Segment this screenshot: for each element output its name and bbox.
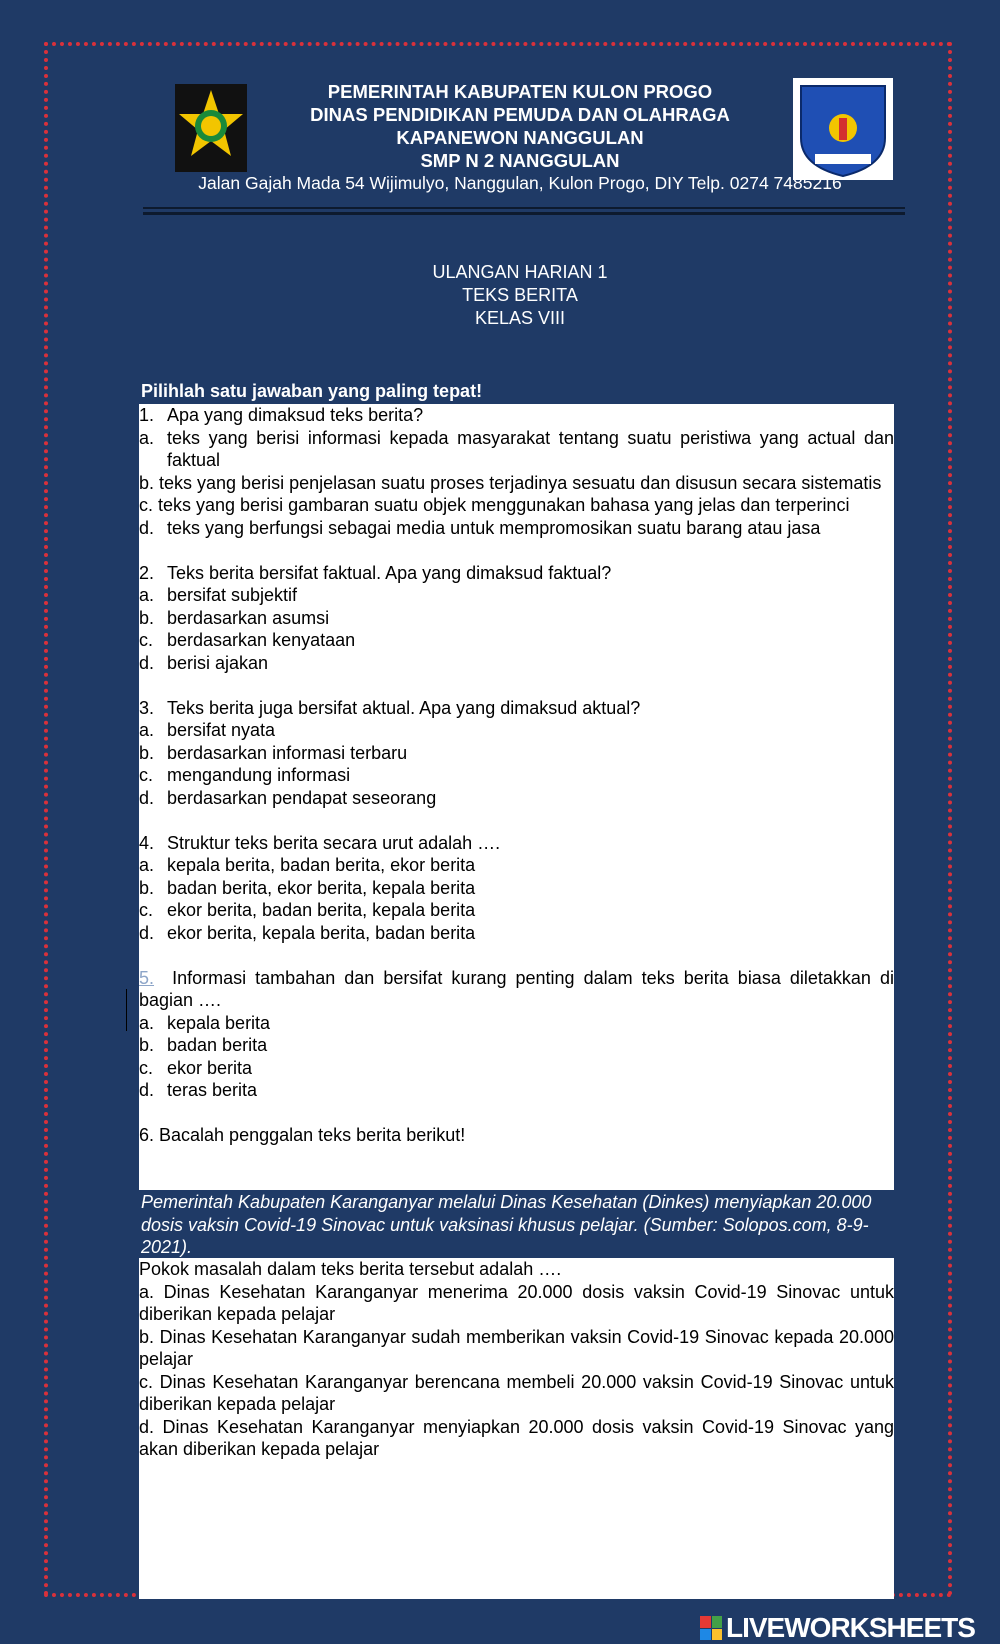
letterhead-address: Jalan Gajah Mada 54 Wijimulyo, Nanggulan, Kulon Progo, DIY Telp. 0274 7485216	[198, 173, 842, 193]
option-a[interactable]: a. teks yang berisi informasi kepada masyarakat tentang suatu peristiwa yang actual dan faktual	[139, 427, 894, 470]
question-text: Teks berita bersifat faktual. Apa yang dimaksud faktual?	[167, 562, 612, 583]
liveworksheets-icon	[700, 1616, 722, 1640]
option-d[interactable]: d. berdasarkan pendapat seseorang	[139, 787, 437, 808]
question-3: 3. Teks berita juga bersifat aktual. Apa yang dimaksud aktual?	[139, 697, 894, 720]
question-2: 2. Teks berita bersifat faktual. Apa yang dimaksud faktual?	[139, 562, 894, 585]
exam-title-line-2: TEKS BERITA	[462, 285, 578, 305]
option-d[interactable]: d. Dinas Kesehatan Karanganyar menyiapkan 20.000 dosis vaksin Covid-19 Sinovac yang akan diberikan kepada pelajar	[139, 1416, 894, 1459]
option-a[interactable]: a. kepala berita, badan berita, ekor berita	[139, 855, 476, 875]
letterhead-line-1: PEMERINTAH KABUPATEN KULON PROGO	[327, 81, 713, 102]
option-a[interactable]: a. bersifat nyata	[139, 720, 276, 740]
option-c[interactable]: c. teks yang berisi gambaran suatu objek menggunakan bahasa yang jelas dan terperinci	[139, 495, 850, 515]
option-a[interactable]: a. Dinas Kesehatan Karanganyar menerima 20.000 dosis vaksin Covid-19 Sinovac untuk diberikan kepada pelajar	[139, 1281, 894, 1324]
option-c[interactable]: c. Dinas Kesehatan Karanganyar berencana membeli 20.000 vaksin Covid-19 Sinovac untuk diberikan kepada pelajar	[139, 1371, 894, 1414]
option-d[interactable]: d. berisi ajakan	[139, 652, 269, 673]
letterhead-line-3: KAPANEWON NANGGULAN	[396, 127, 644, 148]
letterhead	[140, 80, 900, 194]
option-c[interactable]: c. ekor berita	[139, 1057, 253, 1078]
question-4: 4. Struktur teks berita secara urut adalah ….	[139, 832, 894, 855]
question-text: Struktur teks berita secara urut adalah ….	[167, 832, 501, 853]
letterhead-line-2: DINAS PENDIDIKAN PEMUDA DAN OLAHRAGA	[310, 104, 730, 125]
option-c[interactable]: c. ekor berita, badan berita, kepala berita	[139, 900, 476, 920]
question-5	[139, 967, 894, 1012]
option-d[interactable]: d. teks yang berfungsi sebagai media untuk mempromosikan suatu barang atau jasa	[139, 517, 821, 538]
liveworksheets-wordmark: LIVEWORKSHEETS	[726, 1612, 975, 1643]
option-c[interactable]: c. mengandung informasi	[139, 765, 351, 785]
option-b[interactable]: b. teks yang berisi penjelasan suatu proses terjadinya sesuatu dan disusun secara sistematis	[139, 472, 882, 493]
option-d[interactable]: d. ekor berita, kepala berita, badan berita	[139, 922, 476, 943]
option-d[interactable]: d. teras berita	[139, 1080, 258, 1100]
instruction: Pilihlah satu jawaban yang paling tepat!	[141, 381, 483, 401]
question-1: 1. Apa yang dimaksud teks berita?	[139, 404, 894, 427]
question-6-intro: 6. Bacalah penggalan teks berita berikut!	[139, 1125, 466, 1145]
option-b[interactable]: b. berdasarkan informasi terbaru	[139, 742, 408, 763]
question-6-paper	[139, 1258, 894, 1599]
exam-title	[140, 261, 900, 330]
question-number: 5.	[139, 967, 155, 988]
option-a[interactable]: a. bersifat subjektif	[139, 585, 298, 605]
exam-title-line-1: ULANGAN HARIAN 1	[432, 262, 608, 282]
liveworksheets-logo	[700, 1612, 975, 1644]
question-6-text: Pokok masalah dalam teks berita tersebut adalah ….	[139, 1259, 562, 1279]
letterhead-line-4: SMP N 2 NANGGULAN	[420, 150, 620, 171]
question-paper	[139, 404, 894, 1190]
option-b[interactable]: b. Dinas Kesehatan Karanganyar sudah memberikan vaksin Covid-19 Sinovac kepada 20.000 pelajar	[139, 1326, 894, 1369]
news-excerpt: Pemerintah Kabupaten Karanganyar melalui Dinas Kesehatan (Dinkes) menyiapkan 20.000 dosis vaksin Covid-19 Sinovac untuk vaksinasi khusus pelajar. (Sumber: Solopos.com, 8-9-2021).	[141, 1192, 872, 1257]
question-text: Teks berita juga bersifat aktual. Apa yang dimaksud aktual?	[167, 697, 641, 718]
question-text: Apa yang dimaksud teks berita?	[167, 405, 424, 425]
option-c[interactable]: c. berdasarkan kenyataan	[139, 630, 356, 650]
header-divider-thick	[143, 212, 905, 215]
option-a[interactable]: a. kepala berita	[139, 1012, 271, 1033]
header-divider	[143, 207, 905, 209]
question-text: Informasi tambahan dan bersifat kurang penting dalam teks berita biasa diletakkan di bagian ….	[139, 967, 894, 1010]
option-b[interactable]: b. badan berita	[139, 1035, 268, 1055]
text-cursor	[126, 989, 127, 1031]
option-b[interactable]: b. badan berita, ekor berita, kepala berita	[139, 877, 476, 898]
exam-title-line-3: KELAS VIII	[474, 308, 566, 328]
option-b[interactable]: b. berdasarkan asumsi	[139, 607, 330, 628]
